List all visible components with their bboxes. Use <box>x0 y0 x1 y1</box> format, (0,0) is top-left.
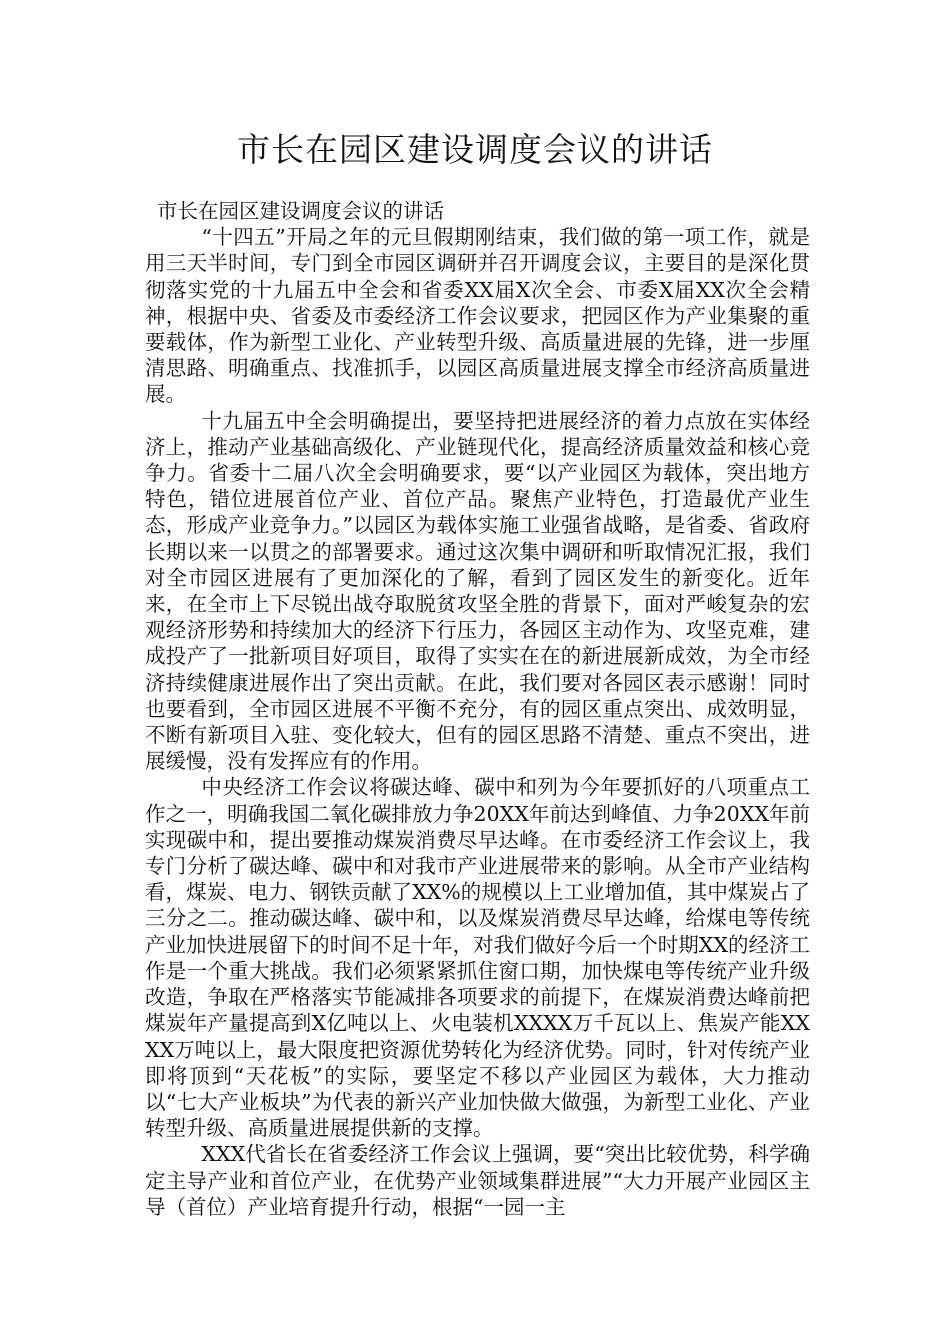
paragraph-3: 中央经济工作会议将碳达峰、碳中和列为今年要抓好的八项重点工作之一，明确我国二氧化碳排放力争20XX年前达到峰值、力争20XX年前实现碳中和，提出要推动煤炭消费尽早达峰。在市委经济工作会议上，我专门分析了碳达峰、碳中和对我市产业进展带来的影响。从全市产业结构看，煤炭、电力、钢铁贡献了XX%的规模以上工业增加值，其中煤炭占了三分之二。推动碳达峰、碳中和，以及煤炭消费尽早达峰，给煤电等传统产业加快进展留下的时间不足十年，对我们做好今后一个时期XX的经济工作是一个重大挑战。我们必须紧紧抓住窗口期，加快煤电等传统产业升级改造，争取在严格落实节能减排各项要求的前提下，在煤炭消费达峰前把煤炭年产量提高到X亿吨以上、火电装机XXXX万千瓦以上、焦炭产能XXXX万吨以上，最大限度把资源优势转化为经济优势。同时，针对传统产业即将顶到“天花板”的实际，要坚定不移以产业园区为载体，大力推动以“七大产业板块”为代表的新兴产业加快做大做强，为新型工业化、产业转型升级、高质量进展提供新的支撑。 <box>145 775 810 1141</box>
paragraph-1: “十四五”开局之年的元旦假期刚结束，我们做的第一项工作，就是用三天半时间，专门到全市园区调研并召开调度会议，主要目的是深化贯彻落实党的十九届五中全会和省委XX届X次全会、市委X届XX次全会精神，根据中央、省委及市委经济工作会议要求，把园区作为产业集聚的重要载体，作为新型工业化、产业转型升级、高质量进展的先锋，进一步厘清思路、明确重点、找准抓手，以园区高质量进展支撑全市经济高质量进展。 <box>145 225 810 407</box>
paragraph-4: XXX代省长在省委经济工作会议上强调，要“突出比较优势，科学确定主导产业和首位产业，在优势产业领域集群进展”“大力开展产业园区主导（首位）产业培育提升行动，根据“一园一主 <box>145 1142 810 1219</box>
document-title: 市长在园区建设调度会议的讲话 <box>237 130 713 169</box>
document-subtitle: 市长在园区建设调度会议的讲话 <box>157 199 444 223</box>
document-body <box>145 198 810 1220</box>
paragraph-2: 十九届五中全会明确提出，要坚持把进展经济的着力点放在实体经济上，推动产业基础高级化、产业链现代化，提高经济质量效益和核心竞争力。省委十二届八次全会明确要求，要“以产业园区为载体，突出地方特色，错位进展首位产业、首位产品。聚焦产业特色，打造最优产业生态，形成产业竞争力。”以园区为载体实施工业强省战略，是省委、省政府长期以来一以贯之的部署要求。通过这次集中调研和听取情况汇报，我们对全市园区进展有了更加深化的了解，看到了园区发生的新变化。近年来，在全市上下尽锐出战夺取脱贫攻坚全胜的背景下，面对严峻复杂的宏观经济形势和持续加大的经济下行压力，各园区主动作为、攻坚克难，建成投产了一批新项目好项目，取得了实实在在的新进展新成效，为全市经济持续健康进展作出了突出贡献。在此，我们要对各园区表示感谢！同时也要看到，全市园区进展不平衡不充分，有的园区重点突出、成效明显，不断有新项目入驻、变化较大，但有的园区思路不清楚、重点不突出，进展缓慢，没有发挥应有的作用。 <box>145 408 810 774</box>
